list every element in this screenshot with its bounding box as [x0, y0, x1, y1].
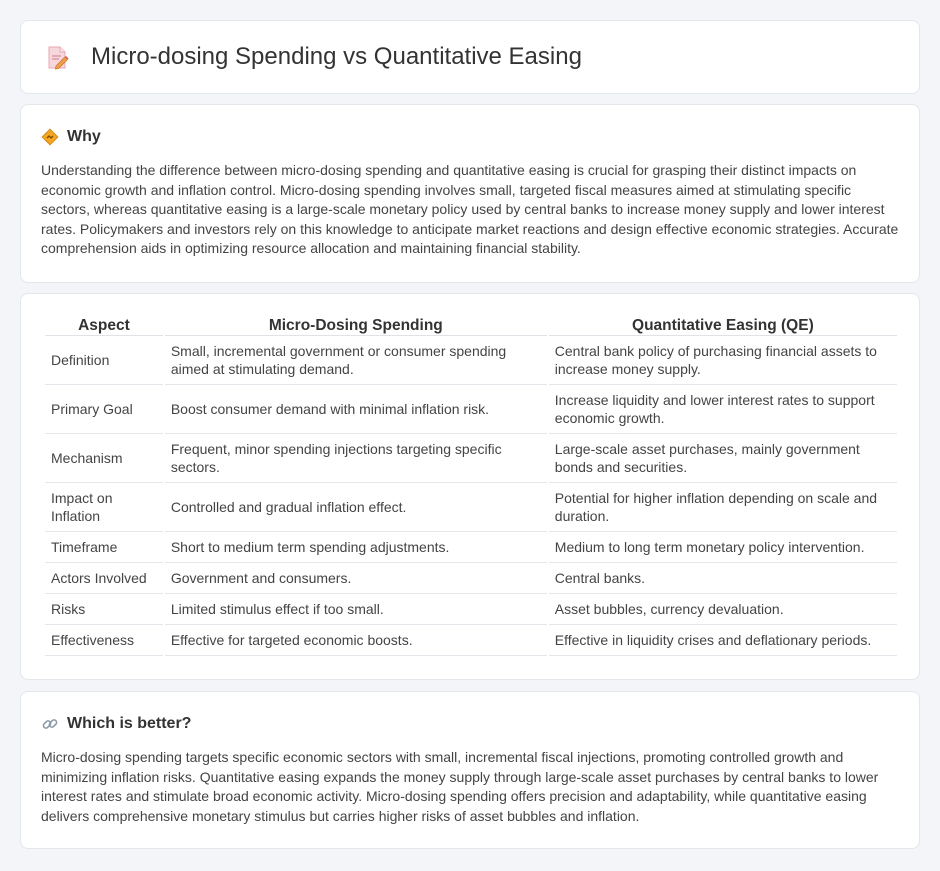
- cell-micro-dosing: Small, incremental government or consumer spending aimed at stimulating demand.: [165, 336, 547, 385]
- cell-aspect: Timeframe: [45, 532, 163, 563]
- better-text: Micro-dosing spending targets specific economic sectors with small, incremental fiscal injections, promoting controlled growth and minimizing inflation risks. Quantitative easing expands the money supply through large-scale asset purchases by central banks to lower interest rates and stimulate broad economic activity. Micro-dosing spending offers precision and adaptability, while quantitative easing delivers comprehensive monetary stimulus but carries higher risks of asset bubbles and inflation.: [41, 749, 879, 824]
- why-heading: Why: [67, 128, 101, 145]
- cell-aspect: Definition: [45, 336, 163, 385]
- cell-micro-dosing: Controlled and gradual inflation effect.: [165, 483, 547, 532]
- table-row: [45, 625, 897, 656]
- header-qe: Quantitative Easing (QE): [549, 312, 897, 336]
- table-row: [45, 483, 897, 532]
- table-row: [45, 385, 897, 434]
- cell-micro-dosing: Limited stimulus effect if too small.: [165, 594, 547, 625]
- cell-qe: Potential for higher inflation depending on scale and duration.: [549, 483, 897, 532]
- cell-qe: Medium to long term monetary policy intervention.: [549, 532, 897, 563]
- cell-aspect: Primary Goal: [45, 385, 163, 434]
- table-row: [45, 594, 897, 625]
- page-title: Micro-dosing Spending vs Quantitative Easing: [91, 43, 582, 70]
- cell-micro-dosing: Government and consumers.: [165, 563, 547, 594]
- comparison-table: [43, 312, 899, 656]
- header-micro-dosing: Micro-Dosing Spending: [165, 312, 547, 336]
- diamond-sign-icon: [41, 128, 59, 146]
- why-text: Understanding the difference between micro-dosing spending and quantitative easing is crucial for grasping their distinct impacts on economic growth and inflation control. Micro-dosing spending involves small, targeted fiscal measures aimed at stimulating specific sectors, whereas quantitative easing is a large-scale monetary policy used by central banks to increase money supply and lower interest rates. Policymakers and investors rely on this knowledge to anticipate market reactions and design effective economic strategies. Accurate comprehension aids in optimizing resource allocation and maintaining financial stability.: [41, 162, 899, 257]
- cell-qe: Effective in liquidity crises and deflationary periods.: [549, 625, 897, 656]
- cell-qe: Central bank policy of purchasing financial assets to increase money supply.: [549, 336, 897, 385]
- why-section: [20, 104, 920, 283]
- cell-qe: Increase liquidity and lower interest rates to support economic growth.: [549, 385, 897, 434]
- link-icon: [41, 715, 59, 733]
- cell-micro-dosing: Short to medium term spending adjustments.: [165, 532, 547, 563]
- cell-aspect: Effectiveness: [45, 625, 163, 656]
- cell-qe: Asset bubbles, currency devaluation.: [549, 594, 897, 625]
- cell-qe: Large-scale asset purchases, mainly government bonds and securities.: [549, 434, 897, 483]
- document-pencil-icon: [47, 46, 69, 70]
- cell-micro-dosing: Effective for targeted economic boosts.: [165, 625, 547, 656]
- header-card: [20, 20, 920, 94]
- table-row: [45, 336, 897, 385]
- cell-qe: Central banks.: [549, 563, 897, 594]
- cell-aspect: Actors Involved: [45, 563, 163, 594]
- table-row: [45, 563, 897, 594]
- cell-micro-dosing: Boost consumer demand with minimal inflation risk.: [165, 385, 547, 434]
- cell-aspect: Mechanism: [45, 434, 163, 483]
- cell-aspect: Impact on Inflation: [45, 483, 163, 532]
- which-is-better-section: [20, 691, 920, 849]
- comparison-section: [20, 293, 920, 680]
- cell-aspect: Risks: [45, 594, 163, 625]
- header-aspect: Aspect: [45, 312, 163, 336]
- cell-micro-dosing: Frequent, minor spending injections targeting specific sectors.: [165, 434, 547, 483]
- better-heading: Which is better?: [67, 715, 192, 732]
- table-row: [45, 532, 897, 563]
- table-row: [45, 434, 897, 483]
